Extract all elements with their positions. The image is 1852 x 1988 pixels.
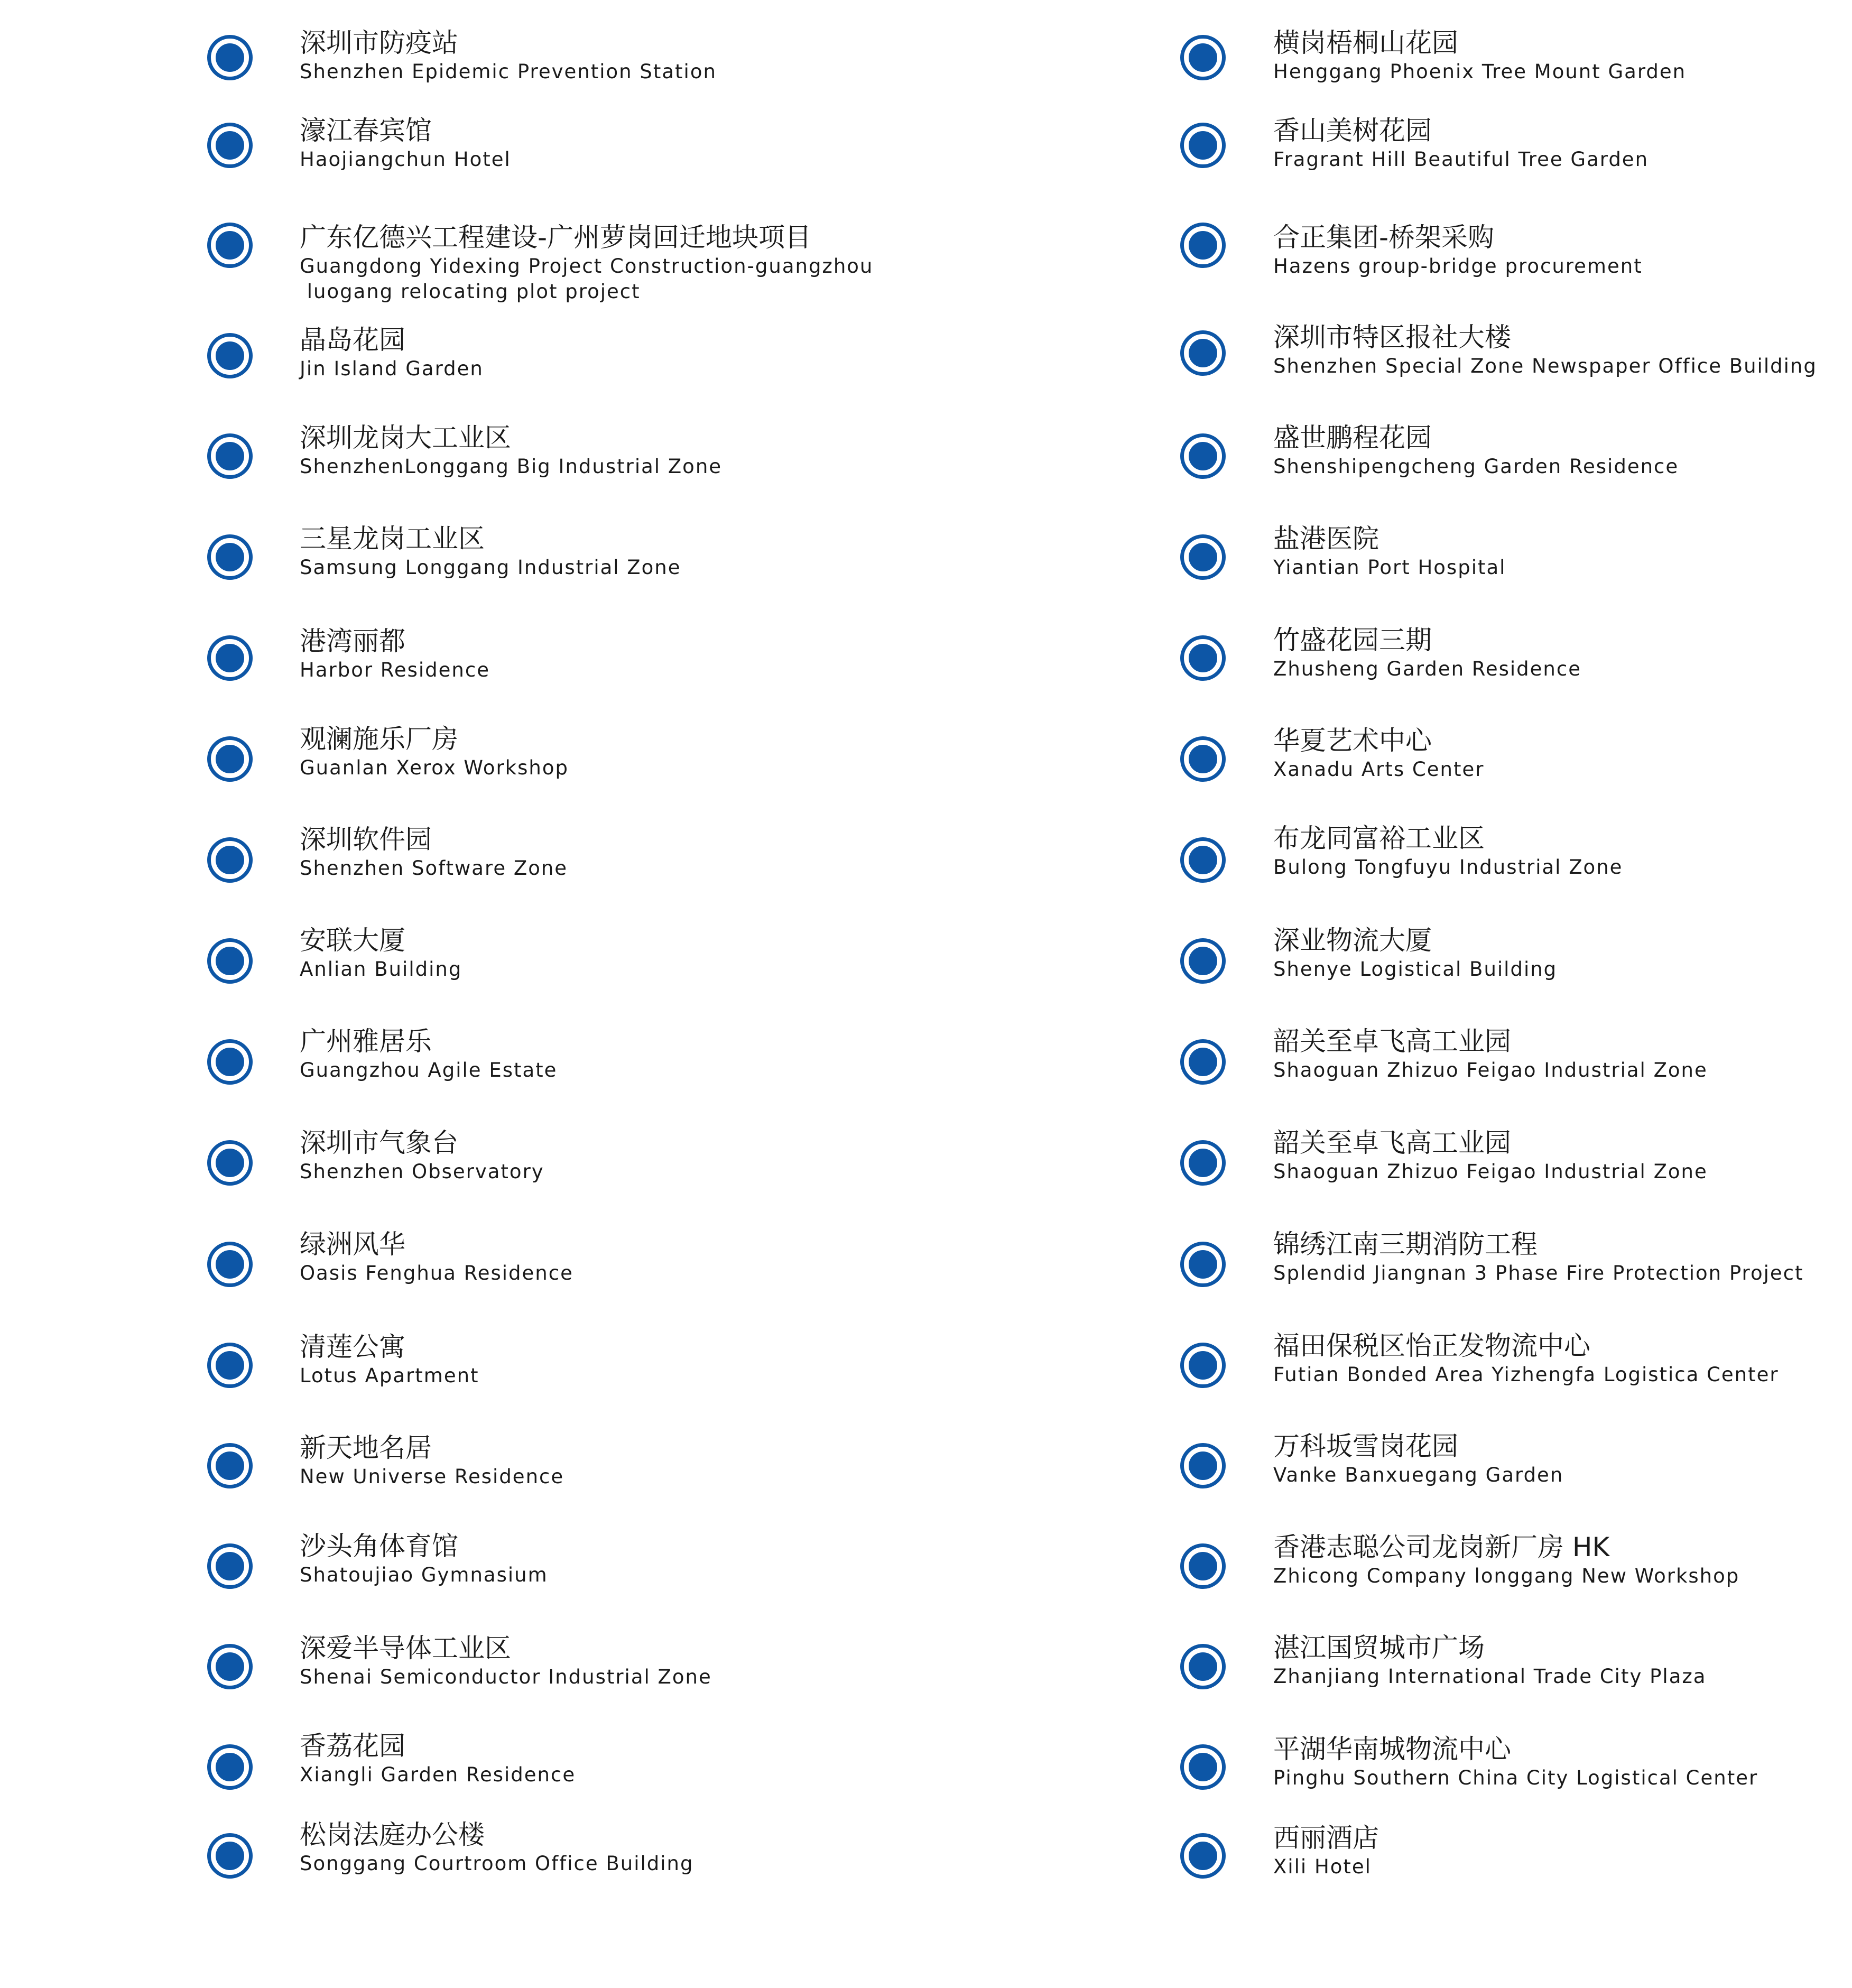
- project-name-zh: 西丽酒店: [1273, 1823, 1379, 1853]
- blue-ring-bullet-icon: [1180, 1039, 1226, 1085]
- blue-ring-bullet-icon: [1180, 1443, 1226, 1488]
- blue-ring-bullet-icon: [207, 1039, 253, 1085]
- project-name-zh: 香荔花园: [300, 1731, 405, 1761]
- project-name-en: Bulong Tongfuyu Industrial Zone: [1273, 856, 1623, 879]
- list-item-text: [1273, 822, 1623, 880]
- project-name-zh: 韶关至卓飞高工业园: [1273, 1026, 1511, 1057]
- project-name-zh: 布龙同富裕工业区: [1273, 823, 1485, 854]
- project-name-en: Shenai Semiconductor Industrial Zone: [300, 1666, 712, 1688]
- project-name-en: Guangzhou Agile Estate: [300, 1059, 558, 1081]
- blue-ring-bullet-icon: [1180, 1644, 1226, 1689]
- blue-ring-bullet-icon: [207, 1443, 253, 1488]
- project-name-zh: 绿洲风华: [300, 1229, 405, 1260]
- project-name-en: Xiangli Garden Residence: [300, 1763, 576, 1786]
- project-name-en: Shenzhen Special Zone Newspaper Office Building: [1273, 355, 1817, 377]
- project-name-en: Samsung Longgang Industrial Zone: [300, 556, 681, 579]
- project-name-zh: 香山美树花园: [1273, 115, 1432, 146]
- project-name-zh: 松岗法庭办公楼: [300, 1819, 485, 1850]
- project-name-en: ShenzhenLonggang Big Industrial Zone: [300, 455, 723, 478]
- project-name-en: Splendid Jiangnan 3 Phase Fire Protection Project: [1273, 1262, 1804, 1284]
- blue-ring-bullet-icon: [207, 1744, 253, 1790]
- project-name-en: Zhusheng Garden Residence: [1273, 658, 1581, 680]
- blue-ring-bullet-icon: [207, 736, 253, 782]
- blue-ring-bullet-icon: [207, 1140, 253, 1186]
- list-item-text: [300, 26, 717, 85]
- blue-ring-bullet-icon: [207, 1833, 253, 1879]
- project-name-en: Harbor Residence: [300, 659, 490, 681]
- list-item-text: [300, 323, 484, 382]
- blue-ring-bullet-icon: [1180, 1242, 1226, 1287]
- list-item-text: [300, 522, 681, 580]
- blue-ring-bullet-icon: [1180, 330, 1226, 376]
- blue-ring-bullet-icon: [207, 333, 253, 378]
- blue-ring-bullet-icon: [207, 35, 253, 80]
- project-name-en: Anlian Building: [300, 958, 462, 981]
- blue-ring-bullet-icon: [207, 123, 253, 168]
- project-name-zh: 深圳市防疫站: [300, 27, 458, 58]
- blue-ring-bullet-icon: [1180, 938, 1226, 984]
- list-item-text: [1273, 321, 1817, 379]
- list-item-text: [1273, 624, 1581, 682]
- project-name-zh: 港湾丽都: [300, 626, 405, 656]
- list-item-text: [300, 221, 873, 304]
- list-item-text: [1273, 1531, 1739, 1589]
- project-name-en: Fragrant Hill Beautiful Tree Garden: [1273, 148, 1649, 171]
- project-name-zh: 三星龙岗工业区: [300, 523, 485, 554]
- blue-ring-bullet-icon: [1180, 1140, 1226, 1186]
- project-name-en: Shaoguan Zhizuo Feigao Industrial Zone: [1273, 1160, 1708, 1183]
- project-name-zh: 万科坂雪岗花园: [1273, 1431, 1458, 1462]
- project-name-zh: 新天地名居: [300, 1432, 432, 1463]
- project-name-en: Shaoguan Zhizuo Feigao Industrial Zone: [1273, 1059, 1708, 1081]
- list-item-text: [1273, 1126, 1708, 1185]
- project-name-en-line2: luogang relocating plot project: [300, 280, 641, 303]
- project-name-zh: 盛世鹏程花园: [1273, 422, 1432, 453]
- blue-ring-bullet-icon: [207, 433, 253, 479]
- project-name-zh: 晶岛花园: [300, 325, 405, 355]
- project-name-zh: 竹盛花园三期: [1273, 625, 1432, 655]
- list-item-text: [1273, 1821, 1379, 1880]
- list-item-text: [1273, 1631, 1706, 1689]
- list-item-text: [1273, 724, 1484, 782]
- project-name-zh: 深圳市气象台: [300, 1127, 458, 1158]
- list-item-text: [1273, 1329, 1779, 1388]
- blue-ring-bullet-icon: [207, 635, 253, 681]
- project-name-zh: 合正集团-桥架采购: [1273, 222, 1495, 253]
- list-item-text: [300, 823, 568, 881]
- list-item-text: [300, 114, 511, 172]
- project-name-en: Songgang Courtroom Office Building: [300, 1852, 694, 1875]
- blue-ring-bullet-icon: [1180, 123, 1226, 168]
- list-item-text: [1273, 924, 1557, 982]
- project-name-en: Lotus Apartment: [300, 1364, 479, 1387]
- project-name-zh: 深爱半导体工业区: [300, 1633, 511, 1663]
- project-name-en: Guangdong Yidexing Project Construction-guangzhou: [300, 255, 874, 278]
- project-name-en: Shenzhen Software Zone: [300, 857, 568, 880]
- project-name-zh: 安联大厦: [300, 925, 405, 956]
- list-item-text: [1273, 1228, 1804, 1286]
- project-name-zh: 深圳市特区报社大楼: [1273, 322, 1511, 353]
- blue-ring-bullet-icon: [1180, 534, 1226, 580]
- project-name-zh: 深圳龙岗大工业区: [300, 422, 511, 453]
- project-name-en: Pinghu Southern China City Logistical Center: [1273, 1767, 1758, 1789]
- project-name-en: Hazens group-bridge procurement: [1273, 255, 1643, 278]
- project-name-en: Guanlan Xerox Workshop: [300, 756, 569, 779]
- project-name-en: Henggang Phoenix Tree Mount Garden: [1273, 60, 1687, 83]
- list-item-text: [300, 1025, 557, 1083]
- project-name-en: New Universe Residence: [300, 1465, 564, 1488]
- list-item-text: [300, 1632, 712, 1690]
- project-name-zh: 濠江春宾馆: [300, 115, 432, 146]
- list-item-text: [1273, 1025, 1708, 1083]
- project-name-zh: 清莲公寓: [300, 1332, 405, 1362]
- project-name-zh: 福田保税区怡正发物流中心: [1273, 1330, 1590, 1361]
- project-name-en: Xili Hotel: [1273, 1855, 1372, 1878]
- project-name-en: Shenzhen Epidemic Prevention Station: [300, 60, 717, 83]
- project-name-en: Futian Bonded Area Yizhengfa Logistica Center: [1273, 1363, 1779, 1386]
- blue-ring-bullet-icon: [1180, 433, 1226, 479]
- list-item-text: [300, 723, 569, 781]
- list-item-text: [1273, 522, 1506, 580]
- list-item-text: [1273, 421, 1679, 479]
- list-item-text: [300, 1431, 564, 1490]
- list-item-text: [1273, 1430, 1563, 1488]
- list-item-text: [1273, 221, 1643, 279]
- list-item-text: [300, 1530, 548, 1588]
- project-name-en: Vanke Banxuegang Garden: [1273, 1464, 1564, 1486]
- project-name-zh: 观澜施乐厂房: [300, 724, 458, 754]
- list-item-text: [300, 1330, 479, 1389]
- list-item-text: [1273, 114, 1649, 172]
- list-item-text: [300, 1126, 544, 1185]
- list-item-text: [300, 924, 462, 982]
- project-name-zh: 平湖华南城物流中心: [1273, 1734, 1511, 1764]
- project-name-zh: 盐港医院: [1273, 523, 1379, 554]
- project-name-en: Shenzhen Observatory: [300, 1160, 544, 1183]
- list-item-text: [300, 625, 490, 683]
- project-name-zh: 深圳软件园: [300, 824, 432, 855]
- blue-ring-bullet-icon: [1180, 35, 1226, 80]
- blue-ring-bullet-icon: [207, 1543, 253, 1589]
- blue-ring-bullet-icon: [207, 534, 253, 580]
- list-item-text: [1273, 1733, 1758, 1791]
- project-name-en: Oasis Fenghua Residence: [300, 1262, 573, 1284]
- project-name-en: Shatoujiao Gymnasium: [300, 1564, 548, 1586]
- blue-ring-bullet-icon: [207, 223, 253, 268]
- project-name-en: Shenye Logistical Building: [1273, 958, 1558, 981]
- project-name-en: Jin Island Garden: [300, 357, 484, 380]
- project-name-zh: 湛江国贸城市广场: [1273, 1632, 1485, 1663]
- blue-ring-bullet-icon: [1180, 837, 1226, 883]
- blue-ring-bullet-icon: [207, 938, 253, 984]
- blue-ring-bullet-icon: [207, 837, 253, 883]
- blue-ring-bullet-icon: [1180, 1343, 1226, 1388]
- project-name-zh: 韶关至卓飞高工业园: [1273, 1127, 1511, 1158]
- project-name-zh: 横岗梧桐山花园: [1273, 27, 1458, 58]
- project-name-zh: 广州雅居乐: [300, 1026, 432, 1057]
- list-item-text: [300, 1818, 693, 1876]
- blue-ring-bullet-icon: [207, 1242, 253, 1287]
- blue-ring-bullet-icon: [1180, 1833, 1226, 1879]
- blue-ring-bullet-icon: [1180, 1744, 1226, 1790]
- project-name-en: Zhicong Company longgang New Workshop: [1273, 1565, 1740, 1587]
- blue-ring-bullet-icon: [1180, 223, 1226, 268]
- blue-ring-bullet-icon: [207, 1644, 253, 1689]
- project-name-en: Yiantian Port Hospital: [1273, 556, 1506, 579]
- list-item-text: [300, 421, 722, 479]
- project-name-zh: 深业物流大厦: [1273, 925, 1432, 956]
- blue-ring-bullet-icon: [1180, 1543, 1226, 1589]
- project-name-en: Haojiangchun Hotel: [300, 148, 511, 171]
- project-name-en: Zhanjiang International Trade City Plaza: [1273, 1665, 1707, 1688]
- project-name-en: Xanadu Arts Center: [1273, 758, 1485, 781]
- project-name-zh: 华夏艺术中心: [1273, 725, 1432, 756]
- list-item-text: [300, 1730, 576, 1788]
- project-name-zh: 广东亿德兴工程建设-广州萝岗回迁地块项目: [300, 222, 812, 253]
- project-name-zh: 香港志聪公司龙岗新厂房 HK: [1273, 1532, 1610, 1562]
- blue-ring-bullet-icon: [1180, 635, 1226, 681]
- blue-ring-bullet-icon: [1180, 736, 1226, 782]
- project-name-zh: 锦绣江南三期消防工程: [1273, 1229, 1538, 1260]
- list-item-text: [1273, 26, 1686, 85]
- project-name-en: Shenshipengcheng Garden Residence: [1273, 455, 1679, 478]
- project-name-zh: 沙头角体育馆: [300, 1531, 458, 1561]
- blue-ring-bullet-icon: [207, 1343, 253, 1388]
- list-item-text: [300, 1228, 573, 1286]
